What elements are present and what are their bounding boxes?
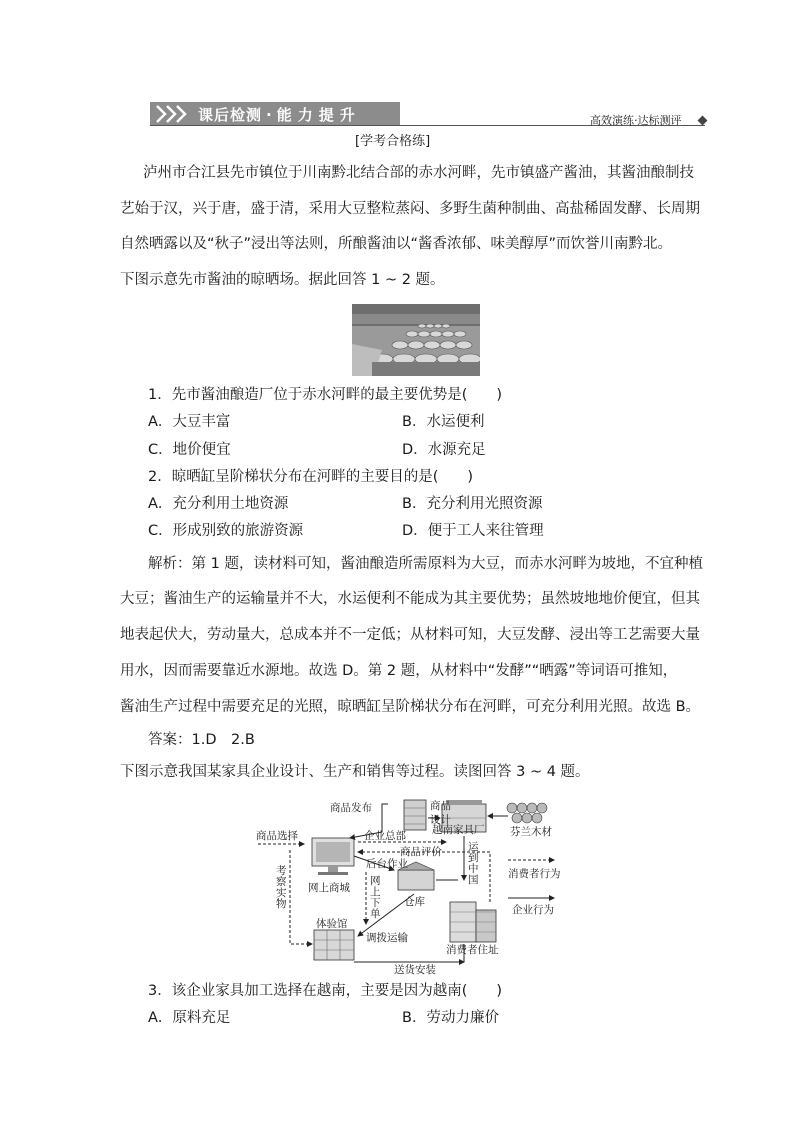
diamond-icon <box>698 116 708 126</box>
label-product-design-2: 设计 <box>430 814 451 826</box>
drying-field-photo <box>352 304 480 376</box>
label-product-release: 商品发布 <box>330 802 372 814</box>
label-hq: 企业总部 <box>364 830 406 842</box>
intro-line: 艺始于汉，兴于唐，盛于清，采用大豆整粒蒸闷、多野生菌种制曲、高盐稀固发酵、长周期 <box>120 201 700 217</box>
q1-option-a: A．大豆丰富 <box>148 414 231 430</box>
hq-building-icon <box>404 800 426 830</box>
q2-option-a: A．充分利用土地资源 <box>148 496 289 512</box>
label-backend: 后台作业 <box>366 858 408 870</box>
intro-line: 自然晒露以及“秋子”浸出等法则，所酿酱油以“酱香浓郁、味美醇厚”而饮誉川南黔北。 <box>120 236 673 252</box>
intro-line: 下图示意先市酱油的晾晒场。据此回答 1 ~ 2 题。 <box>120 272 445 288</box>
legend-consumer: 消费者行为 <box>508 868 561 880</box>
question-2-stem: 2．晾晒缸呈阶梯状分布在河畔的主要目的是( ) <box>148 469 474 485</box>
chevron-right-icon <box>174 104 188 124</box>
label-online-order: 网上下单 <box>370 875 381 920</box>
header-tag: 高效演练·达标测评 <box>590 114 682 127</box>
analysis-line: 用水，因而需要靠近水源地。故选 D。第 2 题，从材料中“发酵”“晒露”等词语可推知， <box>120 663 678 679</box>
label-consumer-home: 消费者住址 <box>446 944 499 956</box>
q3-option-b: B．劳动力廉价 <box>402 1010 499 1026</box>
subsection-label: [学考合格练] <box>355 134 431 149</box>
label-showroom: 体验馆 <box>316 918 348 930</box>
section-banner <box>150 102 400 126</box>
label-product-design-1: 商品 <box>430 800 451 812</box>
analysis-line: 大豆；酱油生产的运输量并不大，水运便利不能成为其主要优势；虽然坡地地价便宜，但其 <box>120 591 700 607</box>
section-title-text: 课后检测 <box>198 106 263 124</box>
q2-option-b: B．充分利用光照资源 <box>402 496 543 512</box>
question-1-stem: 1．先市酱油酿造厂位于赤水河畔的最主要优势是( ) <box>148 387 503 403</box>
q2-option-d: D．便于工人来往管理 <box>402 523 544 539</box>
label-transfer: 调拨运输 <box>366 932 408 944</box>
intro-line: 泸州市合江县先市镇位于川南黔北结合部的赤水河畔，先市镇盛产酱油，其酱油酿制技 <box>143 165 694 181</box>
section-title <box>198 104 361 125</box>
label-online-mall: 网上商城 <box>308 882 350 894</box>
section-subtitle: 能力提升 <box>276 106 361 124</box>
q1-option-c: C．地价便宜 <box>148 442 231 458</box>
label-delivery: 送货安装 <box>394 964 436 976</box>
legend-enterprise: 企业行为 <box>512 904 554 916</box>
q1-option-b: B．水运便利 <box>402 414 485 430</box>
label-vietnam-factory: 越南家具厂 <box>432 824 485 836</box>
label-product-review: 商品评价 <box>400 846 442 858</box>
q3-option-a: A．原料充足 <box>148 1010 231 1026</box>
timber-icon <box>507 803 547 823</box>
furniture-process-diagram <box>254 794 574 974</box>
analysis-line: 地表起伏大，劳动量大，总成本并不一定低；从材料可知，大豆发酵、浸出等工艺需要大量 <box>120 627 700 643</box>
q1-option-d: D．水源充足 <box>402 442 486 458</box>
label-warehouse: 仓库 <box>404 896 425 908</box>
consumer-home-icon <box>450 902 496 942</box>
q2-option-c: C．形成别致的旅游资源 <box>148 523 304 539</box>
section-dot: · <box>266 106 273 124</box>
analysis-line: 酱油生产过程中需要充足的光照，晾晒缸呈阶梯状分布在河畔，可充分利用光照。故选 B。 <box>120 699 701 715</box>
showroom-icon <box>314 930 354 960</box>
label-inspect: 考察实物 <box>276 865 287 910</box>
analysis-line: 解析：第 1 题，读材料可知，酱油酿造所需原料为大豆，而赤水河畔为坡地，不宜种植 <box>148 556 703 572</box>
computer-icon <box>312 838 354 875</box>
label-finland-wood: 芬兰木材 <box>510 826 552 838</box>
answer-line: 答案：1.D 2.B <box>148 732 255 748</box>
question-3-stem: 3．该企业家具加工选择在越南，主要是因为越南( ) <box>148 983 503 999</box>
label-ship-china: 运到中国 <box>468 841 479 886</box>
label-product-select: 商品选择 <box>256 830 298 842</box>
intro2-line: 下图示意我国某家具企业设计、生产和销售等过程。读图回答 3 ~ 4 题。 <box>120 764 590 780</box>
